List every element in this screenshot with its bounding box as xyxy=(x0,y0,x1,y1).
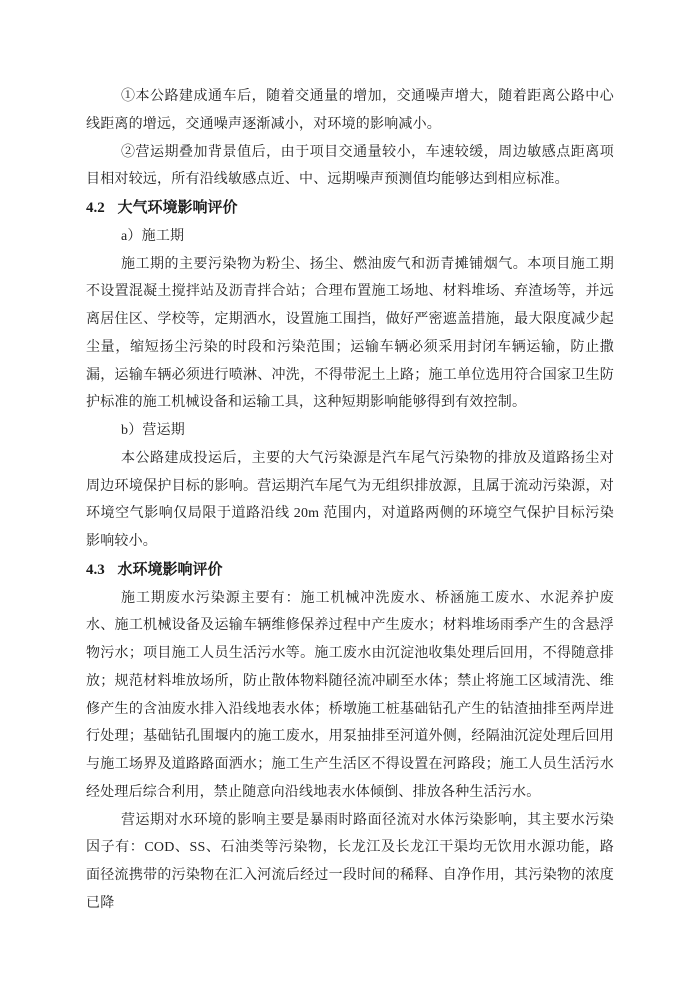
paragraph-water-operation: 营运期对水环境的影响主要是暴雨时路面径流对水体污染影响，其主要水污染因子有：COD、SS、石油类等污染物，长龙江及长龙江干渠均无饮用水源功能，路面径流携带的污染物在汇入河流后经过一段时间的稀释、自净作用，其污染物的浓度已降 xyxy=(86,812,614,911)
section-heading-air xyxy=(86,194,614,223)
subsection-label-operation: b）营运期 xyxy=(121,423,185,438)
section-heading-water xyxy=(86,556,614,585)
paragraph-noise-1: ①本公路建成通车后，随着交通量的增加，交通噪声增大，随着距离公路中心线距离的增远，交通噪声逐渐减小，对环境的影响减小。 xyxy=(86,89,614,132)
section-number: 4.2 xyxy=(86,200,105,216)
paragraph-air-operation: 本公路建成投运后，主要的大气污染源是汽车尾气污染物的排放及道路扬尘对周边环境保护目标的影响。营运期汽车尾气为无组织排放源，且属于流动污染源，对环境空气影响仅局限于道路沿线 20m 范围内，对道路两侧的环境空气保护目标污染影响较小。 xyxy=(86,450,614,549)
section-number: 4.3 xyxy=(86,561,105,578)
paragraph-water-construction: 施工期废水污染源主要有：施工机械冲洗废水、桥涵施工废水、水泥养护废水、施工机械设备及运输车辆维修保养过程中产生废水；材料堆场雨季产生的含悬浮物污水；项目施工人员生活污水等。施工废水由沉淀池收集处理后回用，不得随意排放；规范材料堆放场所，防止散体物料随径流冲刷至水体；禁止将施工区域清洗、维修产生的含油废水排入沿线地表水体；桥墩施工桩基础钻孔产生的钻渣抽排至两岸进行处理；基础钻孔围堰内的施工废水，用泵抽排至河道外侧，经隔油沉淀处理后回用与施工场界及道路路面洒水；施工生产生活区不得设置在河路段；施工人员生活污水经处理后综合利用，禁止随意向沿线地表水体倾倒、排放各种生活污水。 xyxy=(86,590,614,800)
paragraph-noise-2: ②营运期叠加背景值后，由于项目交通量较小，车速较缓，周边敏感点距离项目相对较远，所有沿线敏感点近、中、远期噪声预测值均能够达到相应标准。 xyxy=(86,144,614,188)
section-title: 大气环境影响评价 xyxy=(117,199,238,216)
section-title: 水环境影响评价 xyxy=(117,560,223,578)
paragraph-air-construction: 施工期的主要污染物为粉尘、扬尘、燃油废气和沥青摊铺烟气。本项目施工期不设置混凝土搅拌站及沥青拌合站；合理布置施工场地、材料堆场、弃渣场等，并远离居住区、学校等，定期洒水，设置施工围挡，做好严密遮盖措施，最大限度减少起尘量，缩短扬尘污染的时段和污染范围；运输车辆必须采用封闭车辆运输，防止撒漏，运输车辆必须进行喷淋、冲洗，不得带泥土上路；施工单位选用符合国家卫生防护标准的施工机械设备和运输工具，这种短期影响能够得到有效控制。 xyxy=(86,256,614,411)
subsection-label-construction: a）施工期 xyxy=(121,228,185,244)
